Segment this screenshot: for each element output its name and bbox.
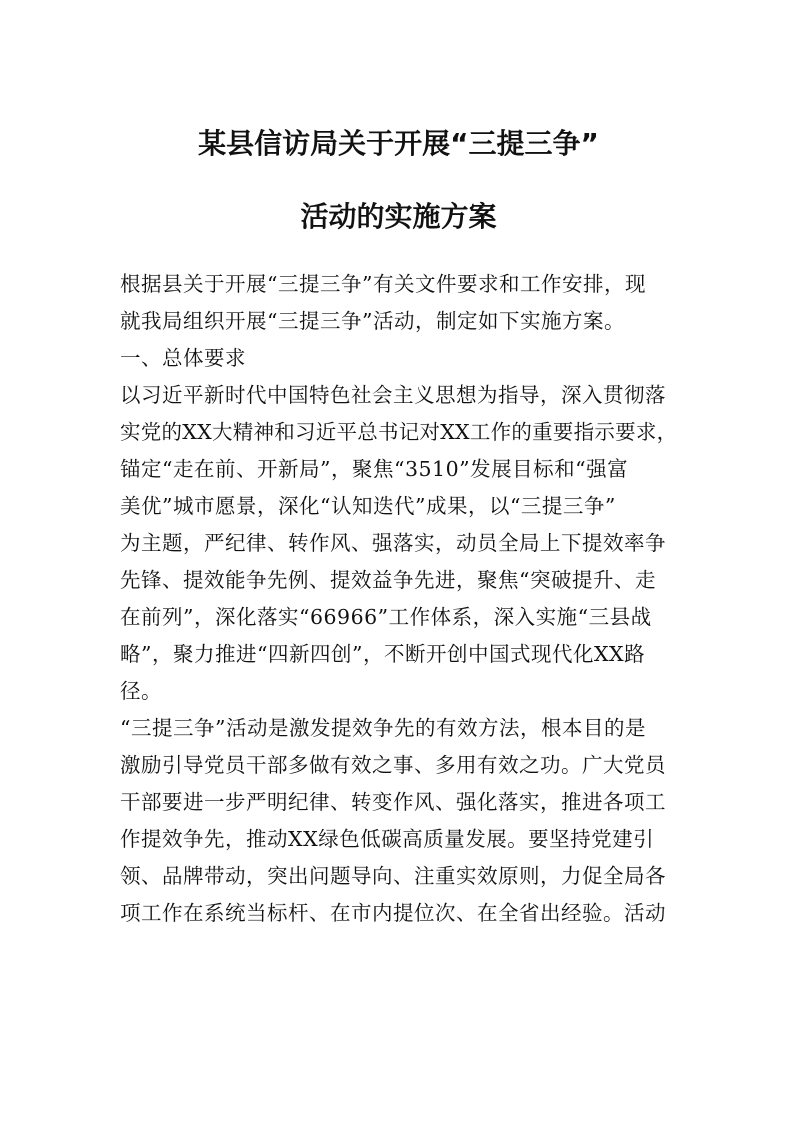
document-title-line-2: 活动的实施方案 xyxy=(300,200,497,233)
body-line: 锚定“走在前、开新局”，聚焦“3510”发展目标和“强富 xyxy=(120,457,629,481)
body-line: 根据县关于开展“三提三争”有关文件要求和工作安排，现 xyxy=(120,272,646,296)
body-line: 在前列”，深化落实“66966”工作体系，深入实施“三县战 xyxy=(120,605,652,629)
body-line: 实党的XX大精神和习近平总书记对XX工作的重要指示要求， xyxy=(120,420,678,444)
body-line: 项工作在系统当标杆、在市内提位次、在全省出经验。活动 xyxy=(120,901,666,925)
body-line: 美优”城市愿景，深化“认知迭代”成果，以“三提三争” xyxy=(120,494,616,518)
body-line: 径。 xyxy=(120,679,162,703)
body-line: “三提三争”活动是激发提效争先的有效方法，根本目的是 xyxy=(120,716,646,740)
body-line: 略”，聚力推进“四新四创”，不断开创中国式现代化XX路 xyxy=(120,642,646,666)
document-body xyxy=(120,266,682,932)
body-line: 激励引导党员干部多做有效之事、多用有效之功。广大党员 xyxy=(120,753,666,777)
document-title-line-1: 某县信访局关于开展“三提三争” xyxy=(198,127,599,160)
body-line: 为主题，严纪律、转作风、强落实，动员全局上下提效率争 xyxy=(120,531,666,555)
body-line: 以习近平新时代中国特色社会主义思想为指导，深入贯彻落 xyxy=(120,383,666,407)
section-heading: 一、总体要求 xyxy=(120,346,246,370)
body-line: 干部要进一步严明纪律、转变作风、强化落实，推进各项工 xyxy=(120,790,666,814)
body-line: 就我局组织开展“三提三争”活动，制定如下实施方案。 xyxy=(120,309,625,333)
body-line: 作提效争先，推动XX绿色低碳高质量发展。要坚持党建引 xyxy=(120,827,655,851)
body-line: 先锋、提效能争先例、提效益争先进，聚焦“突破提升、走 xyxy=(120,568,656,592)
body-line: 领、品牌带动，突出问题导向、注重实效原则，力促全局各 xyxy=(120,864,666,888)
